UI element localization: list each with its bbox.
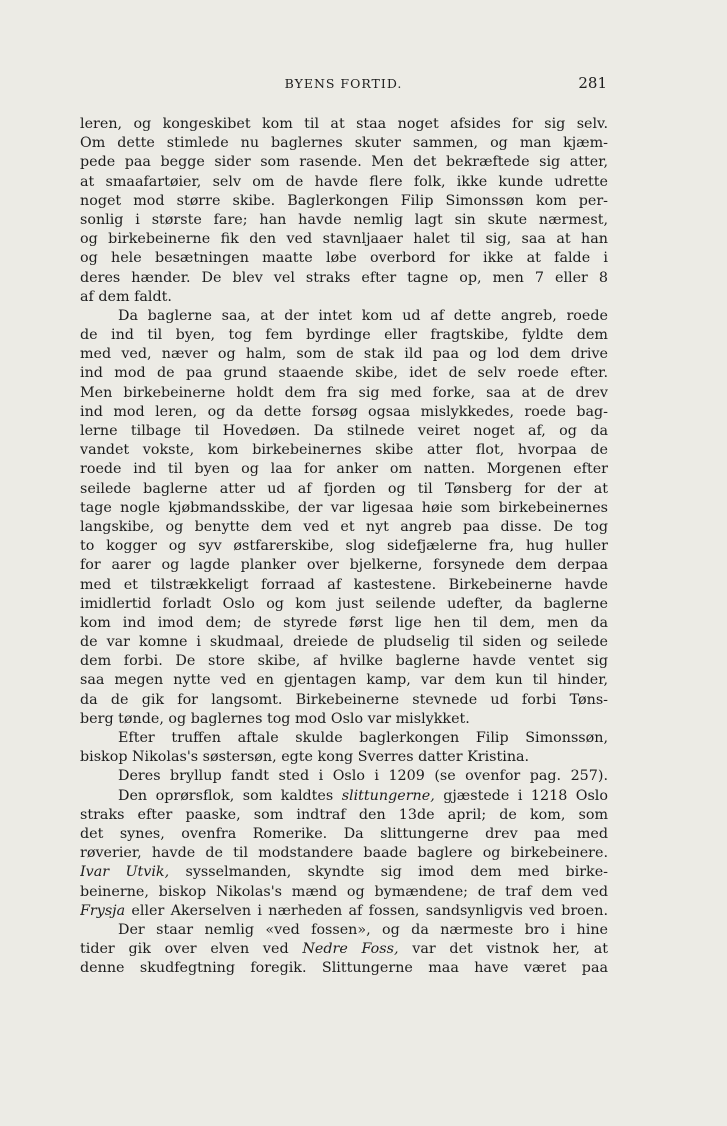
text-line: biskop Nikolas's søstersøn, egte kong Sverres datter Kristina.: [80, 749, 530, 766]
text-line: af dem faldt.: [80, 288, 172, 305]
text-line: kom ind imod dem; de styrede først lige hen til dem, men da: [80, 614, 608, 631]
italic-name: slittungerne,: [341, 787, 435, 804]
text-line: de ind til byen, tog fem byrdinge eller fragtskibe, fyldte dem: [80, 327, 608, 344]
text-line: for aarer og lagde planker over bjelkerne, forsynede dem derpaa: [80, 557, 608, 574]
text-segment: Den oprørsflok, som kaldtes: [118, 787, 342, 804]
text-line: seilede baglerne atter ud af fjorden og til Tønsberg for der at: [80, 480, 608, 497]
text-line: sonlig i største fare; han havde nemlig lagt sin skute nærmest,: [80, 211, 608, 228]
text-segment: sysselmanden, skyndte sig imod dem med birke-: [169, 864, 608, 881]
text-line: [80, 787, 608, 806]
text-line: Da baglerne saa, at der intet kom ud af dette angreb, roede: [118, 307, 608, 324]
page-header: [80, 76, 607, 96]
text-line: deres hænder. De blev vel straks efter tagne op, men 7 eller 8: [80, 269, 608, 286]
text-line: saa megen nytte ved en gjentagen kamp, var dem kun til hinder,: [80, 672, 608, 689]
text-line: straks efter paaske, som indtraf den 13de april; de kom, som: [80, 806, 608, 823]
text-line: [80, 902, 608, 921]
text-line: og birkebeinerne fik den ved stavnljaaer halet til sig, saa at han: [80, 231, 608, 248]
text-line: med et tilstrækkeligt forraad af kastestene. Birkebeinerne havde: [80, 576, 608, 593]
text-line: Men birkebeinerne holdt dem fra sig med forke, saa at de drev: [80, 384, 608, 401]
text-line: Efter truffen aftale skulde baglerkongen Filip Simonssøn,: [118, 730, 608, 746]
text-line: to kogger og syv østfarerskibe, slog sidefjælerne fra, hug huller: [80, 538, 608, 555]
text-line: pede paa begge sider som rasende. Men det bekræftede sig atter,: [80, 154, 608, 171]
text-line: Om dette stimlede nu baglernes skuter sammen, og man kjæm-: [80, 135, 608, 152]
italic-name: Nedre Foss,: [302, 941, 399, 958]
text-line: [80, 940, 608, 959]
text-line: beinerne, biskop Nikolas's mænd og bymændene; de traf dem ved: [80, 883, 608, 900]
body-text: [80, 115, 608, 978]
italic-name: Frysja: [80, 902, 126, 919]
text-line: vandet vokste, kom birkebeinernes skibe atter flot, hvorpaa de: [80, 442, 608, 459]
text-line: de var komne i skudmaal, dreiede de pludselig til siden og seilede: [80, 634, 608, 651]
text-line: [80, 863, 608, 882]
italic-name: Ivar Utvik,: [80, 864, 170, 881]
text-segment: var det vistnok her, at: [398, 941, 608, 958]
text-line: med ved, næver og halm, som de stak ild paa og lod dem drive: [80, 346, 608, 363]
text-line: og hele besætningen maatte løbe overbord for ikke at falde i: [80, 250, 608, 267]
text-line: tage nogle kjøbmandsskibe, der var ligesaa høie som birkebeinernes: [80, 499, 608, 516]
text-line: Deres bryllup fandt sted i Oslo i 1209 (se ovenfor pag. 257).: [118, 768, 608, 785]
text-line: at smaafartøier, selv om de havde flere folk, ikke kunde udrette: [80, 173, 608, 190]
text-line: langskibe, og benytte dem ved et nyt angreb paa disse. De tog: [80, 518, 608, 535]
text-line: ind mod de paa grund staaende skibe, idet de selv roede efter.: [80, 365, 608, 382]
text-line: dem forbi. De store skibe, af hvilke baglerne havde ventet sig: [80, 653, 608, 670]
text-line: ind mod leren, og da dette forsøg ogsaa mislykkedes, roede bag-: [80, 403, 608, 420]
text-segment: eller Akerselven i nærheden af fossen, sandsynligvis ved broen.: [125, 902, 608, 919]
text-line: denne skudfegtning foregik. Slittungerne maa have været paa: [80, 960, 608, 977]
text-line: da de gik for langsomt. Birkebeinerne stevnede ud forbi Tøns-: [80, 691, 608, 708]
text-line: Der staar nemlig «ved fossen», og da nærmeste bro i hine: [118, 921, 608, 938]
text-line: røverier, havde de til modstandere baade baglere og birkebeinere.: [80, 845, 608, 862]
text-segment: gjæstede i 1218 Oslo: [434, 787, 608, 804]
text-line: noget mod større skibe. Baglerkongen Filip Simonssøn kom per-: [80, 192, 608, 209]
page-number: 281: [578, 74, 607, 92]
text-line: berg tønde, og baglernes tog mod Oslo var mislykket.: [80, 710, 470, 727]
text-line: lerne tilbage til Hovedøen. Da stilnede veiret noget af, og da: [80, 423, 608, 439]
text-line: leren, og kongeskibet kom til at staa noget afsides for sig selv.: [80, 116, 608, 132]
text-line: imidlertid forladt Oslo og kom just seilende udefter, da baglerne: [80, 595, 608, 612]
text-line: roede ind til byen og laa for anker om natten. Morgenen efter: [80, 461, 608, 478]
running-head: BYENS FORTID.: [284, 76, 403, 91]
text-line: det synes, ovenfra Romerike. Da slittungerne drev paa med: [80, 825, 608, 842]
text-segment: tider gik over elven ved: [80, 941, 303, 958]
